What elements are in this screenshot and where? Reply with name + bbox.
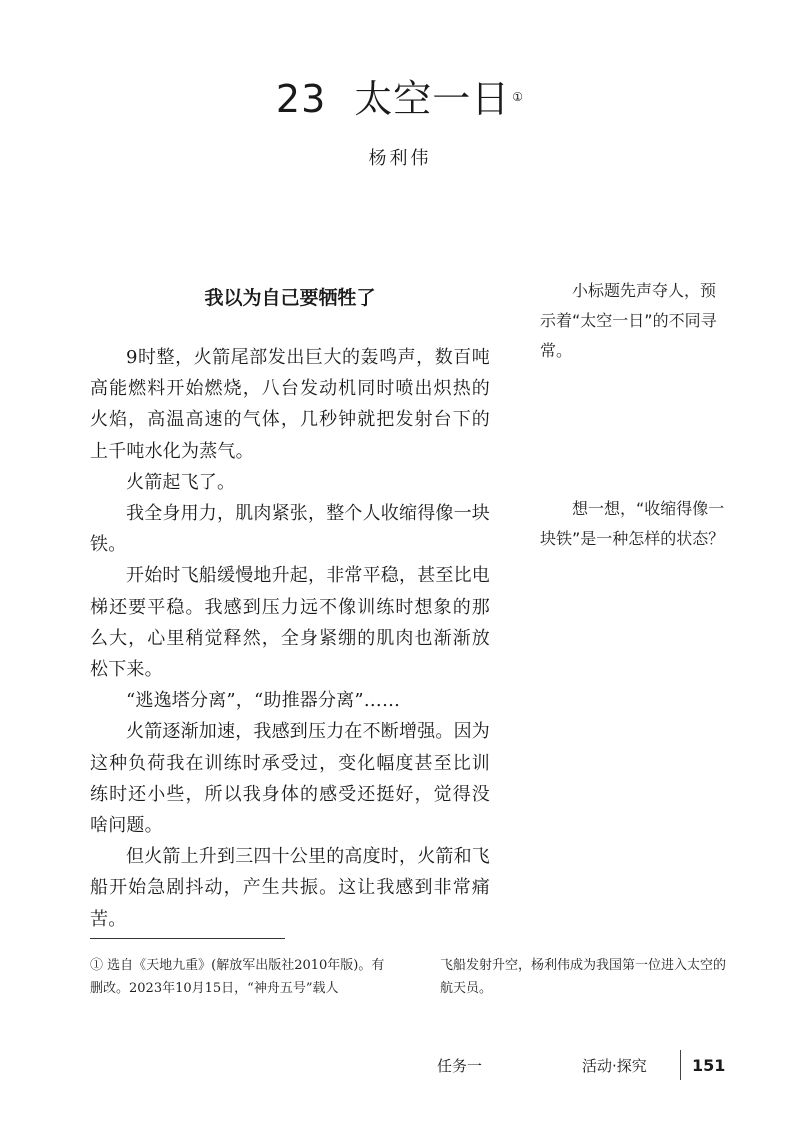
side-note-2: 想一想，“收缩得像一块铁”是一种怎样的状态？: [540, 499, 725, 548]
page-number: 151: [692, 1056, 726, 1075]
paragraph-6: 火箭逐渐加速，我感到压力在不断增强。因为这种负荷我在训练时承受过，变化幅度甚至比训练时还小些，所以我身体的感受还挺好，觉得没啥问题。: [90, 721, 490, 837]
lesson-number: 23: [275, 77, 327, 121]
lesson-title-text: 太空一日: [354, 77, 511, 121]
footer-divider: [680, 1050, 681, 1080]
paragraph-5: “逃逸塔分离”，“助推器分离”……: [126, 690, 401, 712]
title-footnote-mark: ①: [512, 90, 525, 104]
paragraph-3: 我全身用力，肌肉紧张，整个人收缩得像一块铁。: [90, 503, 490, 556]
footnote-left: ① 选自《天地九重》(解放军出版社2010年版)。有删改。2023年10月15日，“神舟五号”载人: [90, 958, 385, 996]
lesson-title: [0, 74, 800, 124]
article-body: [90, 342, 490, 935]
author-name: 杨利伟: [368, 148, 432, 169]
paragraph-7: 但火箭上升到三四十公里的高度时，火箭和飞船开始急剧抖动，产生共振。这让我感到非常痛苦。: [90, 846, 490, 930]
footnote-divider: [90, 938, 285, 939]
section-subheading: 我以为自己要牺牲了: [204, 287, 376, 309]
side-note-1: 小标题先声夺人，预示着“太空一日”的不同寻常。: [540, 281, 717, 360]
paragraph-1: 9时整，火箭尾部发出巨大的轰鸣声，数百吨高能燃料开始燃烧，八台发动机同时喷出炽热的火焰，高温高速的气体，几秒钟就把发射台下的上千吨水化为蒸气。: [90, 347, 490, 462]
footnote-right: 飞船发射升空，杨利伟成为我国第一位进入太空的航天员。: [440, 958, 727, 996]
paragraph-2: 火箭起飞了。: [126, 471, 236, 493]
footer-activity: 活动·探究: [582, 1057, 647, 1075]
footer-task: 任务一: [437, 1057, 483, 1075]
paragraph-4: 开始时飞船缓慢地升起，非常平稳，甚至比电梯还要平稳。我感到压力远不像训练时想象的那么大，心里稍觉释然，全身紧绷的肌肉也渐渐放松下来。: [90, 565, 490, 681]
